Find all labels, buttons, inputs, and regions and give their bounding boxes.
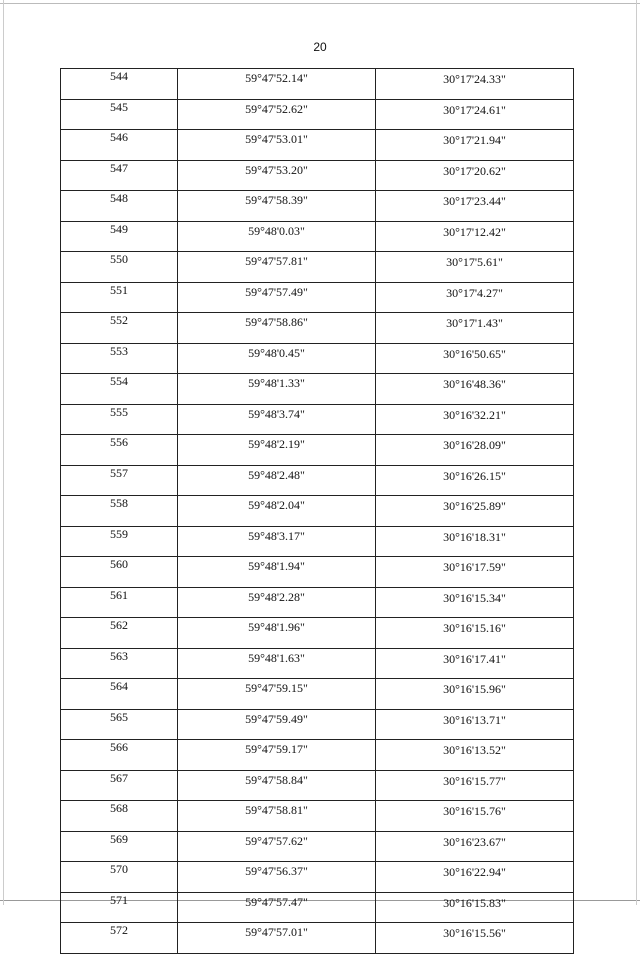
table-row (61, 130, 574, 161)
table-row (61, 923, 574, 954)
table-row (61, 435, 574, 466)
latitude-cell: 59°47'52.62" (178, 99, 376, 130)
longitude-cell: 30°16'13.52" (376, 740, 574, 771)
point-number-cell: 555 (61, 404, 178, 435)
latitude-cell: 59°47'58.81" (178, 801, 376, 832)
point-number-cell: 565 (61, 709, 178, 740)
point-number-cell: 552 (61, 313, 178, 344)
table-row (61, 862, 574, 893)
latitude-cell: 59°47'52.14" (178, 69, 376, 100)
longitude-cell: 30°16'25.89" (376, 496, 574, 527)
latitude-cell: 59°48'2.28" (178, 587, 376, 618)
point-number-cell: 550 (61, 252, 178, 283)
latitude-cell: 59°48'1.94" (178, 557, 376, 588)
longitude-cell: 30°16'28.09" (376, 435, 574, 466)
point-number-cell: 562 (61, 618, 178, 649)
latitude-cell: 59°47'58.39" (178, 191, 376, 222)
latitude-cell: 59°48'0.45" (178, 343, 376, 374)
longitude-cell: 30°16'17.59" (376, 557, 574, 588)
coordinates-table-body (61, 69, 574, 954)
latitude-cell: 59°47'58.86" (178, 313, 376, 344)
point-number-cell: 570 (61, 862, 178, 893)
point-number-cell: 547 (61, 160, 178, 191)
longitude-cell: 30°16'15.83" (376, 892, 574, 923)
latitude-cell: 59°47'59.49" (178, 709, 376, 740)
point-number-cell: 571 (61, 892, 178, 923)
longitude-cell: 30°16'15.76" (376, 801, 574, 832)
table-row (61, 526, 574, 557)
latitude-cell: 59°47'57.81" (178, 252, 376, 283)
latitude-cell: 59°48'3.17" (178, 526, 376, 557)
latitude-cell: 59°47'57.47" (178, 892, 376, 923)
table-row (61, 465, 574, 496)
table-row (61, 343, 574, 374)
longitude-cell: 30°16'15.96" (376, 679, 574, 710)
latitude-cell: 59°47'59.15" (178, 679, 376, 710)
table-row (61, 496, 574, 527)
table-row (61, 160, 574, 191)
latitude-cell: 59°47'53.01" (178, 130, 376, 161)
table-row (61, 99, 574, 130)
point-number-cell: 546 (61, 130, 178, 161)
latitude-cell: 59°48'2.04" (178, 496, 376, 527)
point-number-cell: 557 (61, 465, 178, 496)
table-row (61, 740, 574, 771)
longitude-cell: 30°16'15.34" (376, 587, 574, 618)
longitude-cell: 30°17'20.62" (376, 160, 574, 191)
latitude-cell: 59°48'2.48" (178, 465, 376, 496)
scan-edge-right (636, 0, 637, 905)
longitude-cell: 30°17'12.42" (376, 221, 574, 252)
point-number-cell: 544 (61, 69, 178, 100)
longitude-cell: 30°17'1.43" (376, 313, 574, 344)
point-number-cell: 568 (61, 801, 178, 832)
point-number-cell: 553 (61, 343, 178, 374)
point-number-cell: 559 (61, 526, 178, 557)
longitude-cell: 30°16'23.67" (376, 831, 574, 862)
table-row (61, 557, 574, 588)
table-row (61, 679, 574, 710)
longitude-cell: 30°16'48.36" (376, 374, 574, 405)
latitude-cell: 59°47'58.84" (178, 770, 376, 801)
table-row (61, 892, 574, 923)
point-number-cell: 567 (61, 770, 178, 801)
latitude-cell: 59°48'3.74" (178, 404, 376, 435)
latitude-cell: 59°47'57.49" (178, 282, 376, 313)
latitude-cell: 59°48'1.96" (178, 618, 376, 649)
point-number-cell: 561 (61, 587, 178, 618)
longitude-cell: 30°17'5.61" (376, 252, 574, 283)
longitude-cell: 30°17'4.27" (376, 282, 574, 313)
table-row (61, 618, 574, 649)
point-number-cell: 564 (61, 679, 178, 710)
latitude-cell: 59°48'1.33" (178, 374, 376, 405)
latitude-cell: 59°47'59.17" (178, 740, 376, 771)
point-number-cell: 545 (61, 99, 178, 130)
longitude-cell: 30°16'17.41" (376, 648, 574, 679)
latitude-cell: 59°48'1.63" (178, 648, 376, 679)
table-row (61, 587, 574, 618)
table-row (61, 374, 574, 405)
point-number-cell: 566 (61, 740, 178, 771)
table-row (61, 404, 574, 435)
table-row (61, 221, 574, 252)
scan-edge-left (3, 0, 4, 905)
point-number-cell: 556 (61, 435, 178, 466)
scan-edge-top (0, 3, 640, 4)
longitude-cell: 30°16'22.94" (376, 862, 574, 893)
table-row (61, 282, 574, 313)
latitude-cell: 59°47'57.62" (178, 831, 376, 862)
table-row (61, 709, 574, 740)
latitude-cell: 59°48'2.19" (178, 435, 376, 466)
point-number-cell: 554 (61, 374, 178, 405)
longitude-cell: 30°17'23.44" (376, 191, 574, 222)
longitude-cell: 30°16'32.21" (376, 404, 574, 435)
table-row (61, 252, 574, 283)
table-row (61, 770, 574, 801)
longitude-cell: 30°16'15.16" (376, 618, 574, 649)
longitude-cell: 30°16'15.56" (376, 923, 574, 954)
latitude-cell: 59°47'56.37" (178, 862, 376, 893)
longitude-cell: 30°17'24.33" (376, 69, 574, 100)
point-number-cell: 548 (61, 191, 178, 222)
latitude-cell: 59°47'53.20" (178, 160, 376, 191)
table-row (61, 69, 574, 100)
longitude-cell: 30°16'15.77" (376, 770, 574, 801)
point-number-cell: 549 (61, 221, 178, 252)
table-row (61, 831, 574, 862)
longitude-cell: 30°17'24.61" (376, 99, 574, 130)
point-number-cell: 560 (61, 557, 178, 588)
point-number-cell: 563 (61, 648, 178, 679)
page-number: 20 (313, 40, 327, 54)
latitude-cell: 59°47'57.01" (178, 923, 376, 954)
point-number-cell: 569 (61, 831, 178, 862)
table-row (61, 648, 574, 679)
longitude-cell: 30°16'26.15" (376, 465, 574, 496)
point-number-cell: 558 (61, 496, 178, 527)
table-row (61, 313, 574, 344)
point-number-cell: 572 (61, 923, 178, 954)
table-row (61, 191, 574, 222)
longitude-cell: 30°17'21.94" (376, 130, 574, 161)
table-row (61, 801, 574, 832)
coordinates-table (60, 68, 574, 954)
longitude-cell: 30°16'50.65" (376, 343, 574, 374)
longitude-cell: 30°16'18.31" (376, 526, 574, 557)
point-number-cell: 551 (61, 282, 178, 313)
longitude-cell: 30°16'13.71" (376, 709, 574, 740)
latitude-cell: 59°48'0.03" (178, 221, 376, 252)
